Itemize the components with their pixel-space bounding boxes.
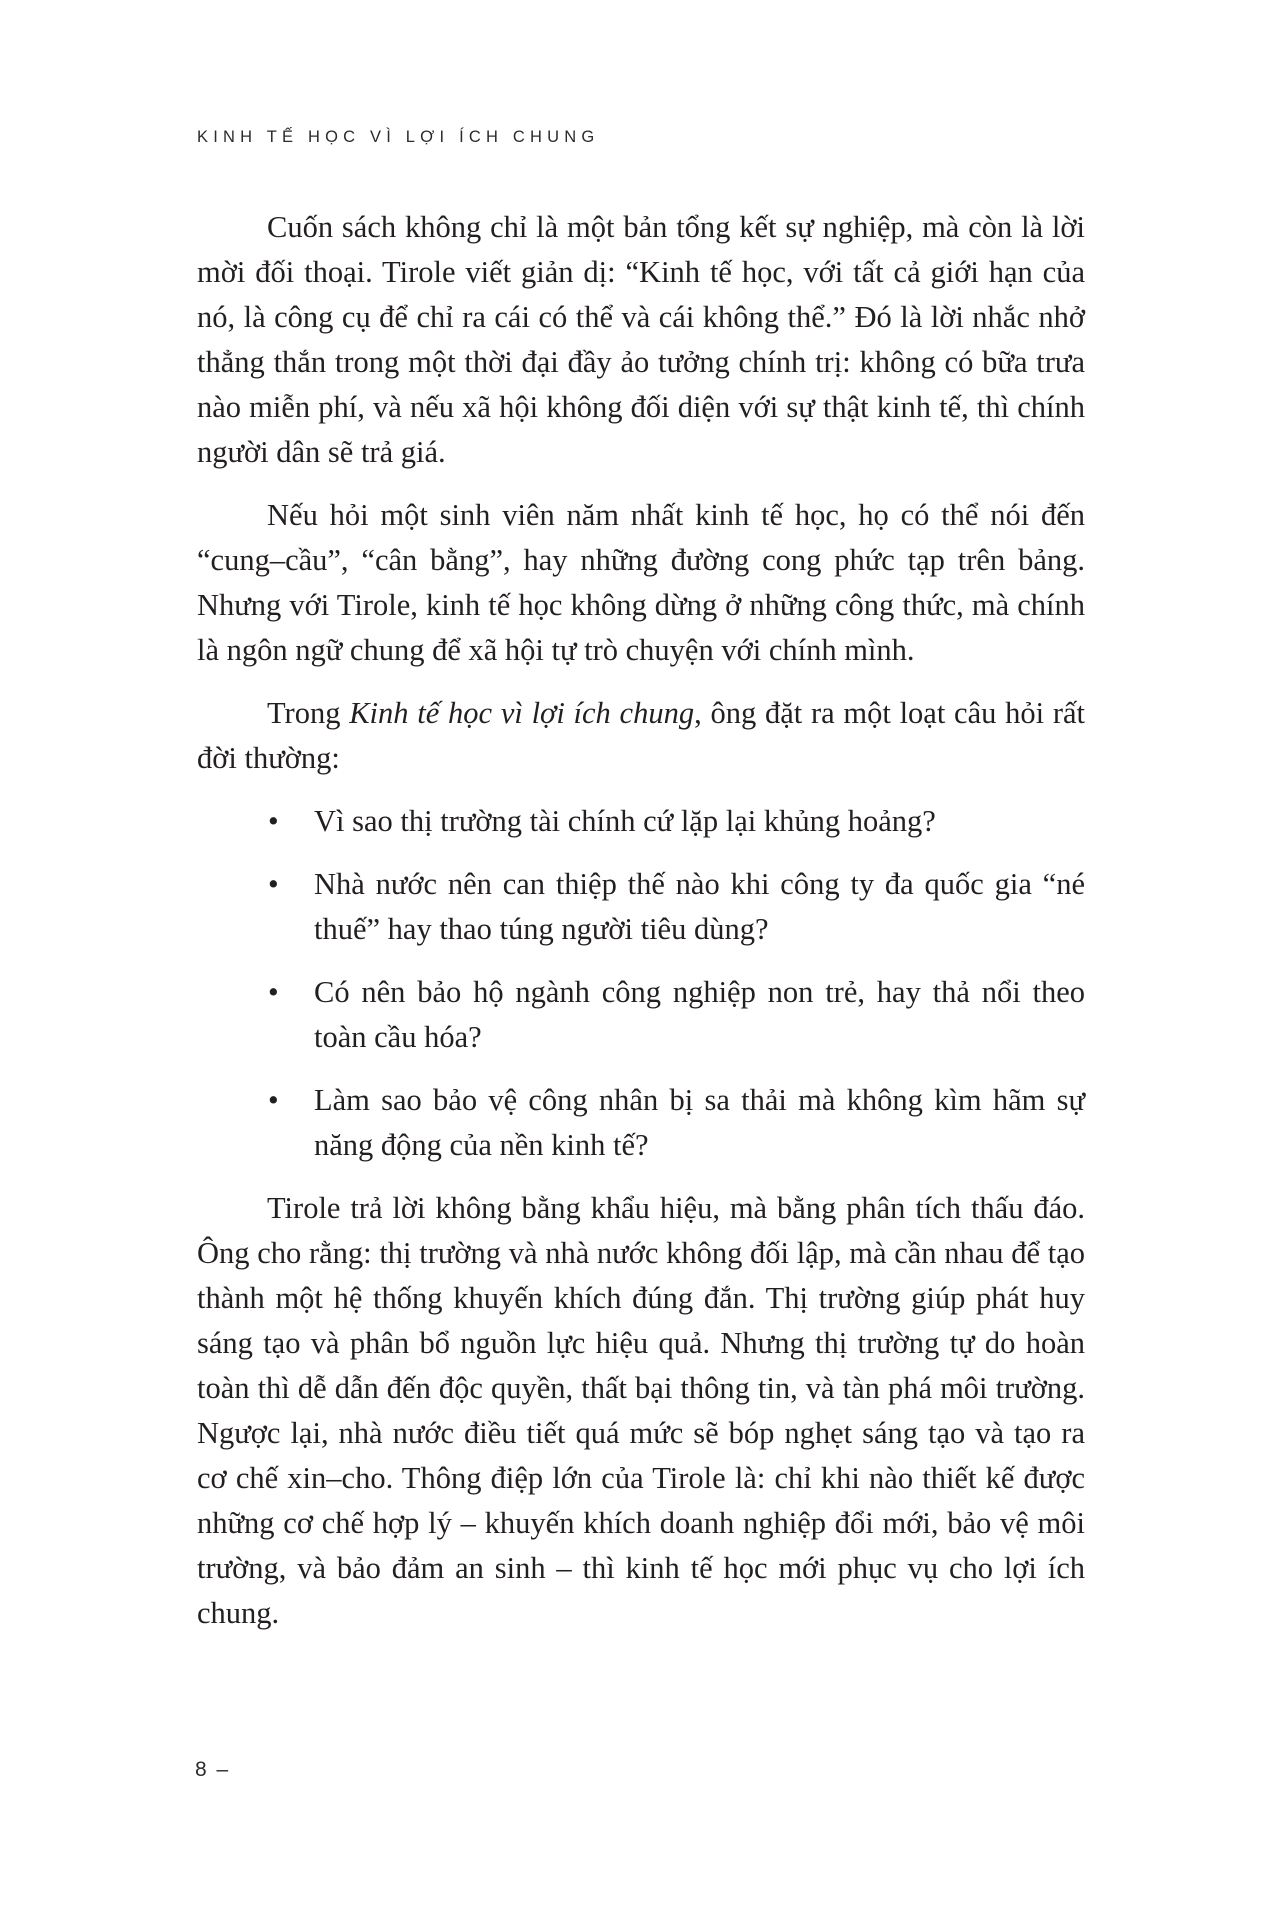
question-item (197, 862, 1085, 952)
bullet-icon: • (268, 1083, 279, 1117)
paragraph-3 (197, 691, 1085, 781)
bullet-icon: • (268, 867, 279, 901)
paragraph-4: Tirole trả lời không bằng khẩu hiệu, mà bằng phân tích thấu đáo. Ông cho rằng: thị trường và nhà nước không đối lập, mà cần nhau để tạo thành một hệ thống khuyến khích đúng đắn. Thị trường giúp phát huy sáng tạo và phân bổ nguồn lực hiệu quả. Nhưng thị trường tự do hoàn toàn thì dễ dẫn đến độc quyền, thất bại thông tin, và tàn phá môi trường. Ngược lại, nhà nước điều tiết quá mức sẽ bóp nghẹt sáng tạo và tạo ra cơ chế xin–cho. Thông điệp lớn của Tirole là: chỉ khi nào thiết kế được những cơ chế hợp lý – khuyến khích doanh nghiệp đổi mới, bảo vệ môi trường, và bảo đảm an sinh – thì kinh tế học mới phục vụ cho lợi ích chung. (197, 1191, 1085, 1630)
body-text (197, 205, 1085, 1654)
question-list (197, 799, 1085, 1168)
question-text: Làm sao bảo vệ công nhân bị sa thải mà không kìm hãm sự năng động của nền kinh tế? (314, 1083, 1085, 1162)
question-text: Có nên bảo hộ ngành công nghiệp non trẻ, hay thả nổi theo toàn cầu hóa? (314, 975, 1085, 1054)
paragraph-2: Nếu hỏi một sinh viên năm nhất kinh tế học, họ có thể nói đến “cung–cầu”, “cân bằng”, hay những đường cong phức tạp trên bảng. Nhưng với Tirole, kinh tế học không dừng ở những công thức, mà chính là ngôn ngữ chung để xã hội tự trò chuyện với chính mình. (197, 498, 1085, 667)
question-item (197, 1078, 1085, 1168)
question-text: Nhà nước nên can thiệp thế nào khi công ty đa quốc gia “né thuế” hay thao túng người tiêu dùng? (314, 867, 1085, 946)
running-header: KINH TẾ HỌC VÌ LỢI ÍCH CHUNG (197, 128, 600, 146)
paragraph-1: Cuốn sách không chỉ là một bản tổng kết sự nghiệp, mà còn là lời mời đối thoại. Tirole viết giản dị: “Kinh tế học, với tất cả giới hạn của nó, là công cụ để chỉ ra cái có thể và cái không thể.” Đó là lời nhắc nhở thẳng thắn trong một thời đại đầy ảo tưởng chính trị: không có bữa trưa nào miễn phí, và nếu xã hội không đối diện với sự thật kinh tế, thì chính người dân sẽ trả giá. (197, 210, 1085, 469)
question-text: Vì sao thị trường tài chính cứ lặp lại khủng hoảng? (314, 804, 936, 838)
bullet-icon: • (268, 975, 279, 1009)
paragraph-3-lead: Trong (267, 696, 350, 730)
bullet-icon: • (268, 804, 279, 838)
book-title-italic: Kinh tế học vì lợi ích chung (349, 696, 695, 730)
question-item (197, 799, 1085, 844)
paragraph-3-tail: , ông đặt ra một loạt câu hỏi rất đời thường: (197, 696, 1085, 775)
page-number: 8 – (195, 1758, 231, 1781)
question-item (197, 970, 1085, 1060)
